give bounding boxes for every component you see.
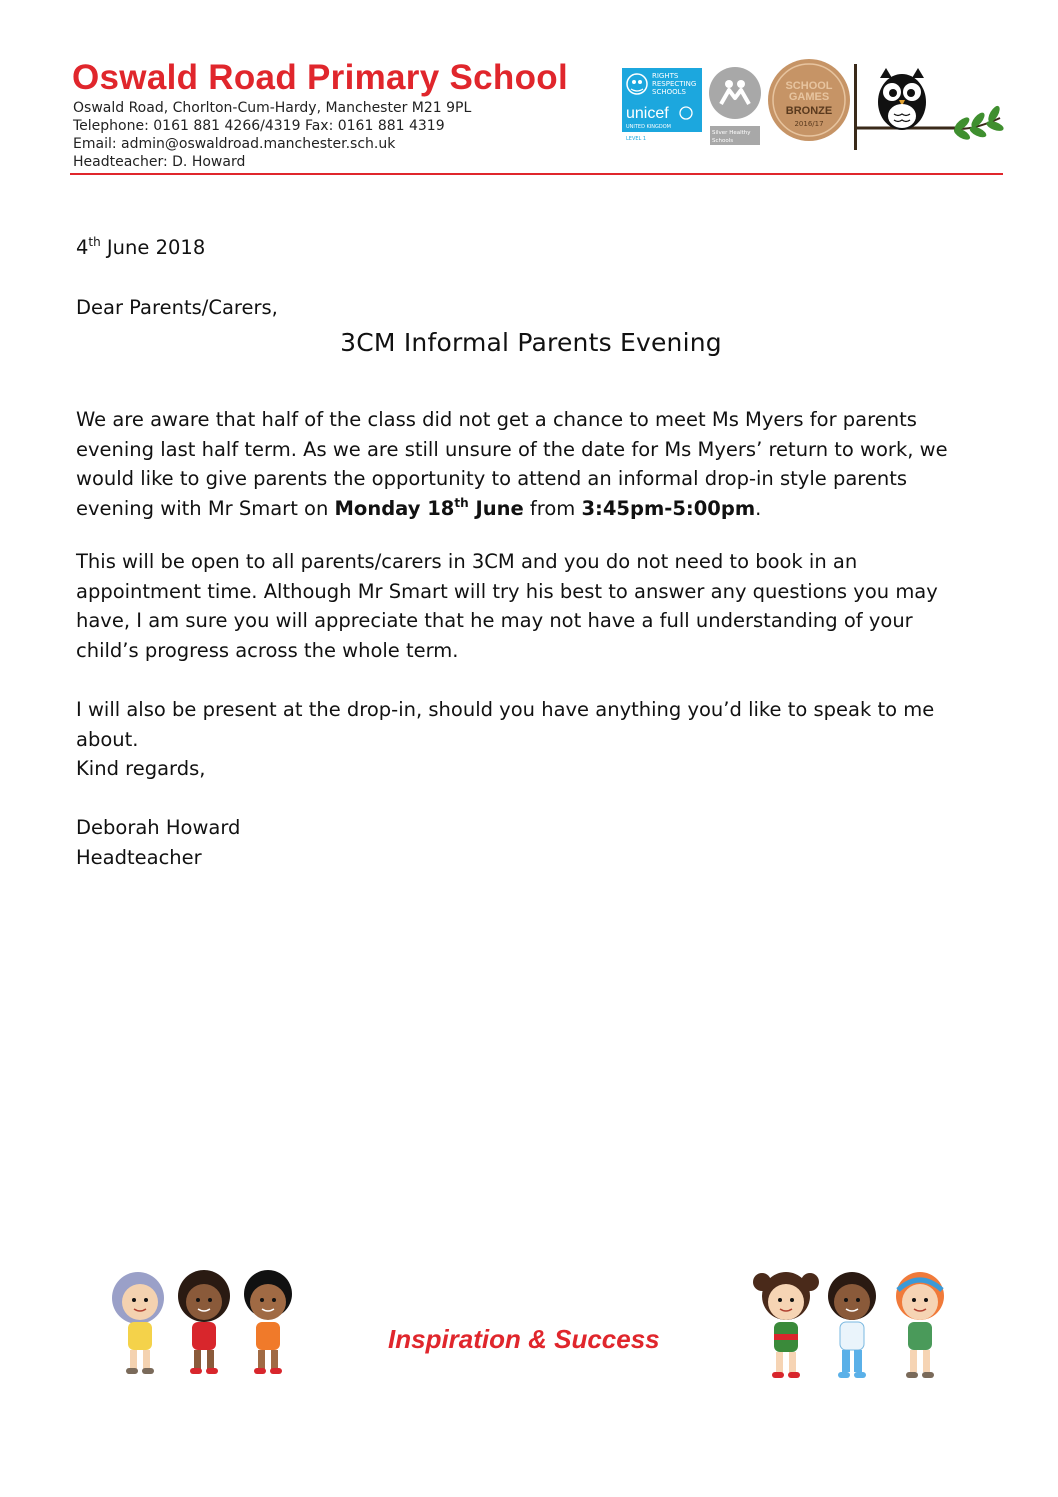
school-name: Oswald Road Primary School	[72, 58, 568, 97]
school-games-bronze-logo	[767, 58, 851, 142]
owl-branch-logo	[850, 62, 1008, 154]
school-email: Email: admin@oswaldroad.manchester.sch.uk	[73, 136, 396, 152]
school-motto: Inspiration & Success	[388, 1324, 660, 1354]
child-3	[244, 1270, 292, 1374]
cartoon-children-right	[748, 1262, 966, 1390]
letter-greeting: Dear Parents/Carers,	[76, 296, 278, 319]
paragraph-3: I will also be present at the drop-in, should you have anything you’d like to speak to me about.	[76, 698, 935, 751]
rrs-line-2: RESPECTING	[652, 80, 697, 88]
school-headteacher: Headteacher: D. Howard	[73, 154, 246, 170]
rrs-line-3: SCHOOLS	[652, 88, 686, 96]
school-telephone: Telephone: 0161 881 4266/4319 Fax: 0161 881 4319	[73, 118, 445, 134]
rrs-line-1: RIGHTS	[652, 72, 679, 80]
silver-caption-2: Schools	[712, 138, 734, 144]
unicef-wordmark: unicef	[626, 105, 669, 122]
letter-date: 4th June 2018	[76, 235, 206, 259]
child-1	[112, 1272, 164, 1374]
bronze-year: 2016/17	[794, 120, 824, 128]
school-address: Oswald Road, Chorlton-Cum-Hardy, Manchester M21 9PL	[73, 100, 472, 116]
cartoon-children-left	[96, 1262, 310, 1384]
paragraph-1: We are aware that half of the class did not get a chance to meet Ms Myers for parents evening last half term. As we are still unsure of the date for Ms Myers’ return to work, we would like to give parents the opportunity to attend an informal drop-in style parents evening with Mr Smart on Monday 18th June from 3:45pm-5:00pm.	[76, 408, 948, 520]
games-line-1: SCHOOL	[785, 80, 833, 92]
games-line-2: GAMES	[788, 91, 830, 103]
child-4	[753, 1272, 819, 1378]
child-5	[828, 1272, 876, 1378]
paragraph-2: This will be open to all parents/carers in 3CM and you do not need to book in an appointment time. Although Mr Smart will try his best to answer any questions you may have, I am sure you will appreciate that he may not have a full understanding of your child’s progress across the whole term.	[76, 550, 938, 662]
child-2	[178, 1270, 230, 1374]
bronze-label: BRONZE	[785, 105, 833, 117]
letterhead	[70, 58, 1005, 180]
letter-title: 3CM Informal Parents Evening	[340, 328, 722, 357]
unicef-level: LEVEL 1	[626, 136, 647, 142]
unicef-uk: UNITED KINGDOM	[626, 124, 671, 130]
letter-closing: Kind regards,	[76, 757, 206, 780]
silver-caption-1: Silver Healthy	[712, 130, 751, 136]
signatory-role: Headteacher	[76, 846, 202, 869]
signatory-name: Deborah Howard	[76, 816, 241, 839]
unicef-rights-respecting-logo	[622, 68, 702, 142]
school-contact-details	[73, 99, 471, 171]
child-6	[896, 1272, 944, 1378]
header-divider	[70, 173, 1003, 175]
healthy-schools-silver-logo	[708, 66, 762, 146]
